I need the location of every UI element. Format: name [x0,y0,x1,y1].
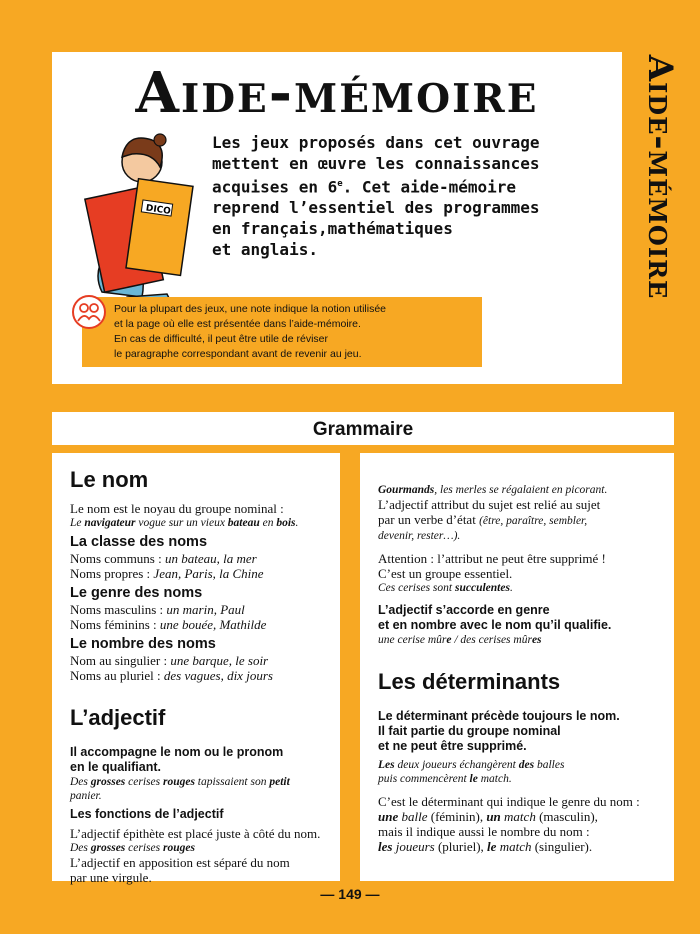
example: une cerise mûre / des cerises mûres [378,634,542,646]
intro-card [52,52,622,384]
heading-nom: Le nom [70,467,149,492]
example: Le navigateur vogue sur un vieux bateau en bois. [70,517,299,529]
heading-fonctions: Les fonctions de l’adjectif [70,807,224,821]
section-title: Grammaire [52,412,674,445]
example: Ces cerises sont succulentes. [378,582,513,594]
text: par une virgule. [70,870,152,885]
text: Attention : l’attribut ne peut être supprimé ! [378,551,606,566]
page-number: — 149 — [320,886,380,902]
heading-genre: Le genre des noms [70,585,203,601]
right-column [360,453,674,881]
text: mais il indique aussi le nombre du nom : [378,824,590,839]
text: Noms propres : Jean, Paris, la Chine [70,566,264,581]
text: Le déterminant précède toujours le nom. [378,709,620,723]
text: en le qualifiant. [70,760,161,774]
heading-adjectif: L’adjectif [70,705,166,730]
side-title: Aide-mémoire [640,54,680,300]
text: Noms au pluriel : des vagues, dix jours [70,668,273,683]
text: Il accompagne le nom ou le pronom [70,745,284,759]
heading-determinants: Les déterminants [378,669,561,694]
text: C’est un groupe essentiel. [378,566,513,581]
text: par un verbe d’état (être, paraître, sembler, [378,512,588,527]
heading-classe: La classe des noms [70,534,208,550]
example: Gourmands, les merles se régalaient en picorant. [378,484,608,496]
text: Noms masculins : un marin, Paul [70,602,245,617]
text: Le nom est le noyau du groupe nominal : [70,501,284,516]
text: les joueurs (pluriel), le match (singulier). [378,839,593,854]
text: L’adjectif attribut du sujet est relié au sujet [378,497,601,512]
book-label: DICO [145,203,172,217]
example: Les deux joueurs échangèrent des balles [378,759,565,771]
text: devenir, rester…). [378,530,461,542]
text: Noms communs : un bateau, la mer [70,551,257,566]
text: et ne peut être supprimé. [378,739,527,753]
page-title: Aide-mémoire [135,60,539,126]
heading-nombre: Le nombre des noms [70,636,216,652]
text: C’est le déterminant qui indique le genre du nom : [378,794,640,809]
text: Nom au singulier : une barque, le soir [70,653,269,668]
children-circle-icon [72,295,106,329]
intro-text: Les jeux proposés dans cet ouvrage mettent en œuvre les connaissances acquises en 6e. Cet aide-mémoire reprend l’essentiel des programmes en français,mathématiques et anglais. [212,133,540,260]
reader-girl-illustration [72,122,202,312]
text: L’adjectif en apposition est séparé du nom [70,855,290,870]
example: Des grosses cerises rouges [70,842,195,854]
left-column [52,453,340,885]
text: L’adjectif épithète est placé juste à côté du nom. [70,826,321,841]
example: puis commencèrent le match. [378,773,512,785]
text: une balle (féminin), un match (masculin), [378,809,598,824]
text: Il fait partie du groupe nominal [378,724,561,738]
text: Noms féminins : une bouée, Mathilde [70,617,267,632]
text: et en nombre avec le nom qu’il qualifie. [378,618,612,632]
note-text: Pour la plupart des jeux, une note indique la notion utilisée et la page où elle est présentée dans l’aide-mémoire. En cas de difficulté, il peut être utile de réviser le paragraphe correspondant avant de revenir au jeu. [114,303,387,360]
example: Des grosses cerises rouges tapissaient son petit panier. [70,776,290,802]
text: L’adjectif s’accorde en genre [378,603,550,617]
